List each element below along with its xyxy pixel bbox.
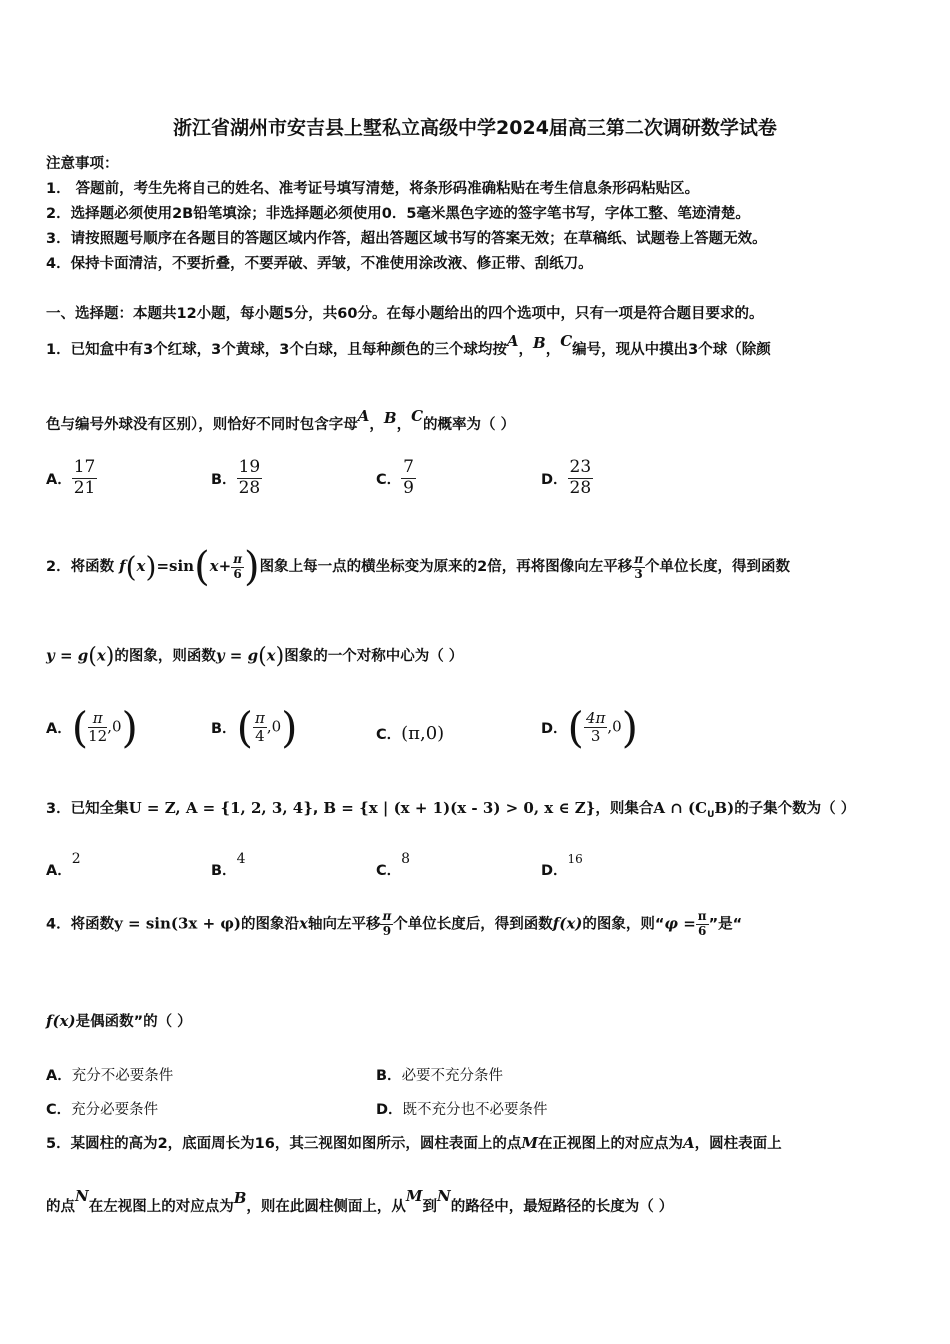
q4-expr-1: y = sin(3x + φ): [114, 914, 242, 933]
q2-f: f: [119, 557, 126, 575]
denominator: 28: [238, 477, 261, 498]
denominator: 21: [73, 477, 96, 498]
q4-text-7: 是偶函数”的（ ）: [75, 1014, 192, 1030]
q5-text-8: 的路径中，最短路径的长度为（ ）: [450, 1199, 674, 1215]
q5-a: A: [682, 1134, 695, 1152]
paren: ): [145, 550, 157, 584]
q1-option-b[interactable]: [211, 458, 262, 498]
option-label: A．: [46, 1068, 72, 1084]
option-value: 2: [71, 851, 81, 867]
denominator: 6: [698, 923, 707, 938]
q1-var-c: C: [411, 407, 424, 425]
option-label: C．: [376, 471, 402, 488]
q5-text-7: 到: [422, 1199, 438, 1215]
notice-item-4: 4．保持卡面清洁，不要折叠，不要弄破、弄皱，不准使用涂改液、修正带、刮纸刀。: [46, 256, 593, 272]
q4-text-4: 个单位长度后，得到函数: [393, 916, 553, 933]
q5-text-5: 在左视图上的对应点为: [88, 1199, 234, 1215]
q1-comma: ，: [369, 417, 384, 433]
paren: ): [244, 544, 260, 590]
q4-text-6: ”是“: [708, 916, 743, 933]
q1-line2: [46, 407, 516, 434]
tail: ,0: [266, 717, 282, 736]
denominator: 28: [569, 477, 592, 498]
numerator: π: [233, 551, 242, 566]
numerator: 4π: [585, 708, 606, 727]
q2-x: x: [209, 557, 219, 575]
option-label: A．: [46, 863, 72, 879]
option-text: 既不充分也不必要条件: [402, 1102, 548, 1118]
q3-expr-4: B): [714, 799, 735, 817]
option-label: C．: [376, 727, 402, 743]
fraction: [401, 458, 416, 498]
denominator: 4: [255, 727, 265, 745]
notice-item-1: 1． 答题前，考生先将自己的姓名、准考证号填写清楚，将条形码准确粘贴在考生信息条形码粘贴区。: [46, 181, 700, 197]
q2-text-3: 个单位长度，得到函数: [645, 559, 790, 575]
option-label: A．: [46, 721, 72, 737]
option-value: 8: [401, 851, 411, 867]
q3-option-d[interactable]: [541, 847, 583, 879]
fraction: [253, 710, 267, 746]
tail: ,0: [107, 717, 122, 736]
q2-x: x: [266, 646, 276, 665]
section-heading: 一、选择题：本题共12小题，每小题5分，共60分。在每小题给出的四个选项中，只有一项是符合题目要求的。: [46, 306, 764, 322]
numerator: 7: [403, 457, 414, 477]
paren: ): [621, 703, 639, 752]
denominator: 3: [590, 727, 601, 745]
q3-expr-2: B = {x | (x + 1)(x - 3) > 0, x ∈ Z}: [323, 799, 596, 817]
paren: (: [88, 644, 97, 669]
q5-m: M: [405, 1187, 423, 1205]
q3-option-c[interactable]: [376, 847, 411, 879]
q2-option-b[interactable]: [211, 703, 298, 752]
paren: (: [236, 703, 253, 752]
q3-option-b[interactable]: [211, 847, 246, 879]
paren: ): [275, 644, 285, 669]
q5-n: N: [75, 1187, 89, 1205]
q5-line1: [46, 1132, 782, 1153]
q2-eq-sin: =sin: [156, 557, 195, 575]
numerator: 19: [238, 457, 261, 477]
q4-text-5: 的图象，则“: [582, 916, 665, 933]
numerator: π: [697, 909, 707, 923]
q3-expr-1: U = Z, A = {1, 2, 3, 4}: [128, 799, 313, 817]
option-text: 充分必要条件: [71, 1102, 159, 1118]
option-text: 必要不充分条件: [401, 1068, 504, 1084]
option-value: 4: [236, 851, 246, 867]
denominator: 6: [233, 566, 242, 581]
q1-text-4: 的概率为（ ）: [423, 417, 516, 433]
q1-text-2: 编号，现从中摸出3个球（除颜: [572, 342, 771, 358]
q2-text-4: 的图象，则函数: [114, 648, 216, 665]
q1-option-a[interactable]: [46, 458, 97, 498]
numerator: 17: [73, 457, 96, 477]
q1-var-c: C: [560, 332, 573, 350]
q5-line2: [46, 1187, 674, 1216]
q4-line2: [46, 1010, 192, 1031]
q2-x: x: [96, 646, 106, 665]
q1-comma: ，: [545, 342, 561, 358]
denominator: 3: [634, 566, 643, 581]
fraction: [568, 458, 594, 498]
q1-var-a: A: [506, 332, 519, 350]
q5-text-1: 5．某圆柱的高为2，底面周长为16，其三视图如图所示，圆柱表面上的点: [46, 1136, 522, 1152]
fraction: [632, 553, 645, 582]
tail: ,0: [607, 717, 622, 736]
q1-option-c[interactable]: [376, 458, 416, 498]
option-text: 充分不必要条件: [71, 1068, 174, 1084]
q2-option-c[interactable]: [376, 723, 444, 744]
q1-text-1: 1．已知盒中有3个红球，3个黄球，3个白球，且每种颜色的三个球均按: [46, 342, 507, 358]
q2-x: x: [136, 557, 146, 575]
fraction: [696, 910, 709, 939]
notice-heading: 注意事项：: [46, 156, 119, 172]
q5-text-4: 的点: [46, 1199, 75, 1215]
q3-expr-3: A ∩ (C: [653, 799, 708, 817]
fraction: [380, 910, 393, 939]
denominator: 12: [88, 727, 108, 745]
q4-option-a[interactable]: [46, 1064, 173, 1085]
option-label: B．: [211, 863, 237, 879]
q1-comma: ，: [518, 342, 533, 358]
paren: (: [194, 544, 210, 590]
option-label: D．: [541, 863, 568, 879]
paren: (: [71, 703, 89, 752]
paren: ): [281, 703, 298, 752]
fraction: [231, 553, 244, 582]
q4-option-d[interactable]: [376, 1098, 548, 1119]
numerator: π: [634, 551, 643, 566]
q4-text-1: 4．将函数: [46, 916, 115, 933]
q4-x: x: [299, 914, 308, 933]
denominator: 9: [403, 477, 414, 498]
q2-text-1: 2．将函数: [46, 559, 115, 575]
option-value: 16: [567, 852, 583, 866]
numerator: 23: [569, 457, 592, 477]
q4-phi-eq: φ =: [664, 914, 696, 933]
numerator: π: [88, 710, 107, 728]
q1-comma: ，: [396, 417, 412, 433]
fraction: [72, 458, 98, 498]
numerator: π: [254, 708, 265, 727]
q2-text-2: 图象上每一点的横坐标变为原来的2倍，再将图像向左平移: [259, 559, 633, 575]
option-value: (π,0): [401, 723, 445, 744]
q5-text-6: ，则在此圆柱侧面上，从: [246, 1199, 406, 1215]
q4-line1: [46, 910, 742, 939]
q4-fx: f(x): [46, 1012, 76, 1030]
paren: (: [567, 703, 584, 752]
q2-option-a[interactable]: [46, 703, 138, 752]
option-label: B．: [211, 721, 237, 737]
notice-item-3: 3．请按照题号顺序在各题目的答题区域内作答，超出答题区域书写的答案无效；在草稿纸、试题卷上答题无效。: [46, 231, 767, 247]
q4-text-3: 轴向左平移: [307, 916, 381, 933]
q1-var-b: B: [533, 334, 546, 352]
paren: (: [258, 644, 267, 669]
page-title: 浙江省湖州市安吉县上墅私立高级中学2024届高三第二次调研数学试卷: [173, 117, 777, 139]
q5-text-3: ，圆柱表面上: [694, 1136, 782, 1152]
q2-line2: [46, 644, 463, 669]
q2-y-eq-g: y = g: [46, 646, 89, 665]
fraction: [237, 458, 263, 498]
q2-option-d[interactable]: [541, 703, 638, 752]
q4-option-b[interactable]: [376, 1064, 503, 1085]
q5-m: M: [521, 1134, 538, 1152]
q2-y-eq-g: y = g: [215, 646, 259, 665]
q4-text-2: 的图象沿: [241, 916, 300, 933]
option-label: D．: [541, 721, 568, 737]
q2-line1: [46, 544, 790, 590]
q4-option-c[interactable]: [46, 1098, 158, 1119]
q1-var-b: B: [383, 409, 397, 427]
q1-line1: [46, 332, 771, 359]
q4-fx: f(x): [552, 914, 583, 933]
q2-plus: +: [218, 557, 232, 575]
fraction: [88, 710, 107, 746]
notice-item-2: 2．选择题必须使用2B铅笔填涂；非选择题必须使用0．5毫米黑色字迹的签字笔书写，字体工整、笔迹清楚。: [46, 206, 750, 222]
q3-option-a[interactable]: [46, 847, 81, 879]
denominator: 9: [382, 923, 392, 938]
numerator: π: [382, 909, 392, 923]
option-label: C．: [376, 863, 402, 879]
q1-option-d[interactable]: [541, 458, 593, 498]
q5-n: N: [437, 1187, 451, 1205]
option-label: D．: [541, 471, 568, 488]
option-label: D．: [376, 1102, 403, 1118]
q2-text-5: 图象的一个对称中心为（ ）: [284, 648, 464, 665]
paren: (: [125, 550, 137, 584]
q1-text-3: 色与编号外球没有区别），则恰好不同时包含字母: [46, 417, 358, 433]
q3-sub: U: [707, 809, 715, 820]
fraction: [584, 710, 607, 746]
paren: ): [121, 703, 138, 752]
q3-line1: 3．已知全集U = Z, A = {1, 2, 3, 4}, B = {x | (x + 1)(x - 3) > 0, x ∈ Z}，则集合A ∩ $(C_UB)$的子集个数为（ ）: [46, 799, 856, 820]
q3-text-3: 的子集个数为（ ）: [734, 801, 856, 817]
option-label: A．: [46, 471, 72, 488]
option-label: C．: [46, 1102, 72, 1118]
paren: ): [105, 644, 115, 669]
q5-text-2: 在正视图上的对应点为: [537, 1136, 683, 1152]
option-label: B．: [211, 471, 237, 488]
q3-text-2: ，则集合: [595, 801, 654, 817]
q5-b: B: [233, 1189, 247, 1207]
q1-var-a: A: [357, 407, 370, 425]
option-label: B．: [376, 1068, 402, 1084]
q3-text-1: 3．已知全集: [46, 801, 129, 817]
